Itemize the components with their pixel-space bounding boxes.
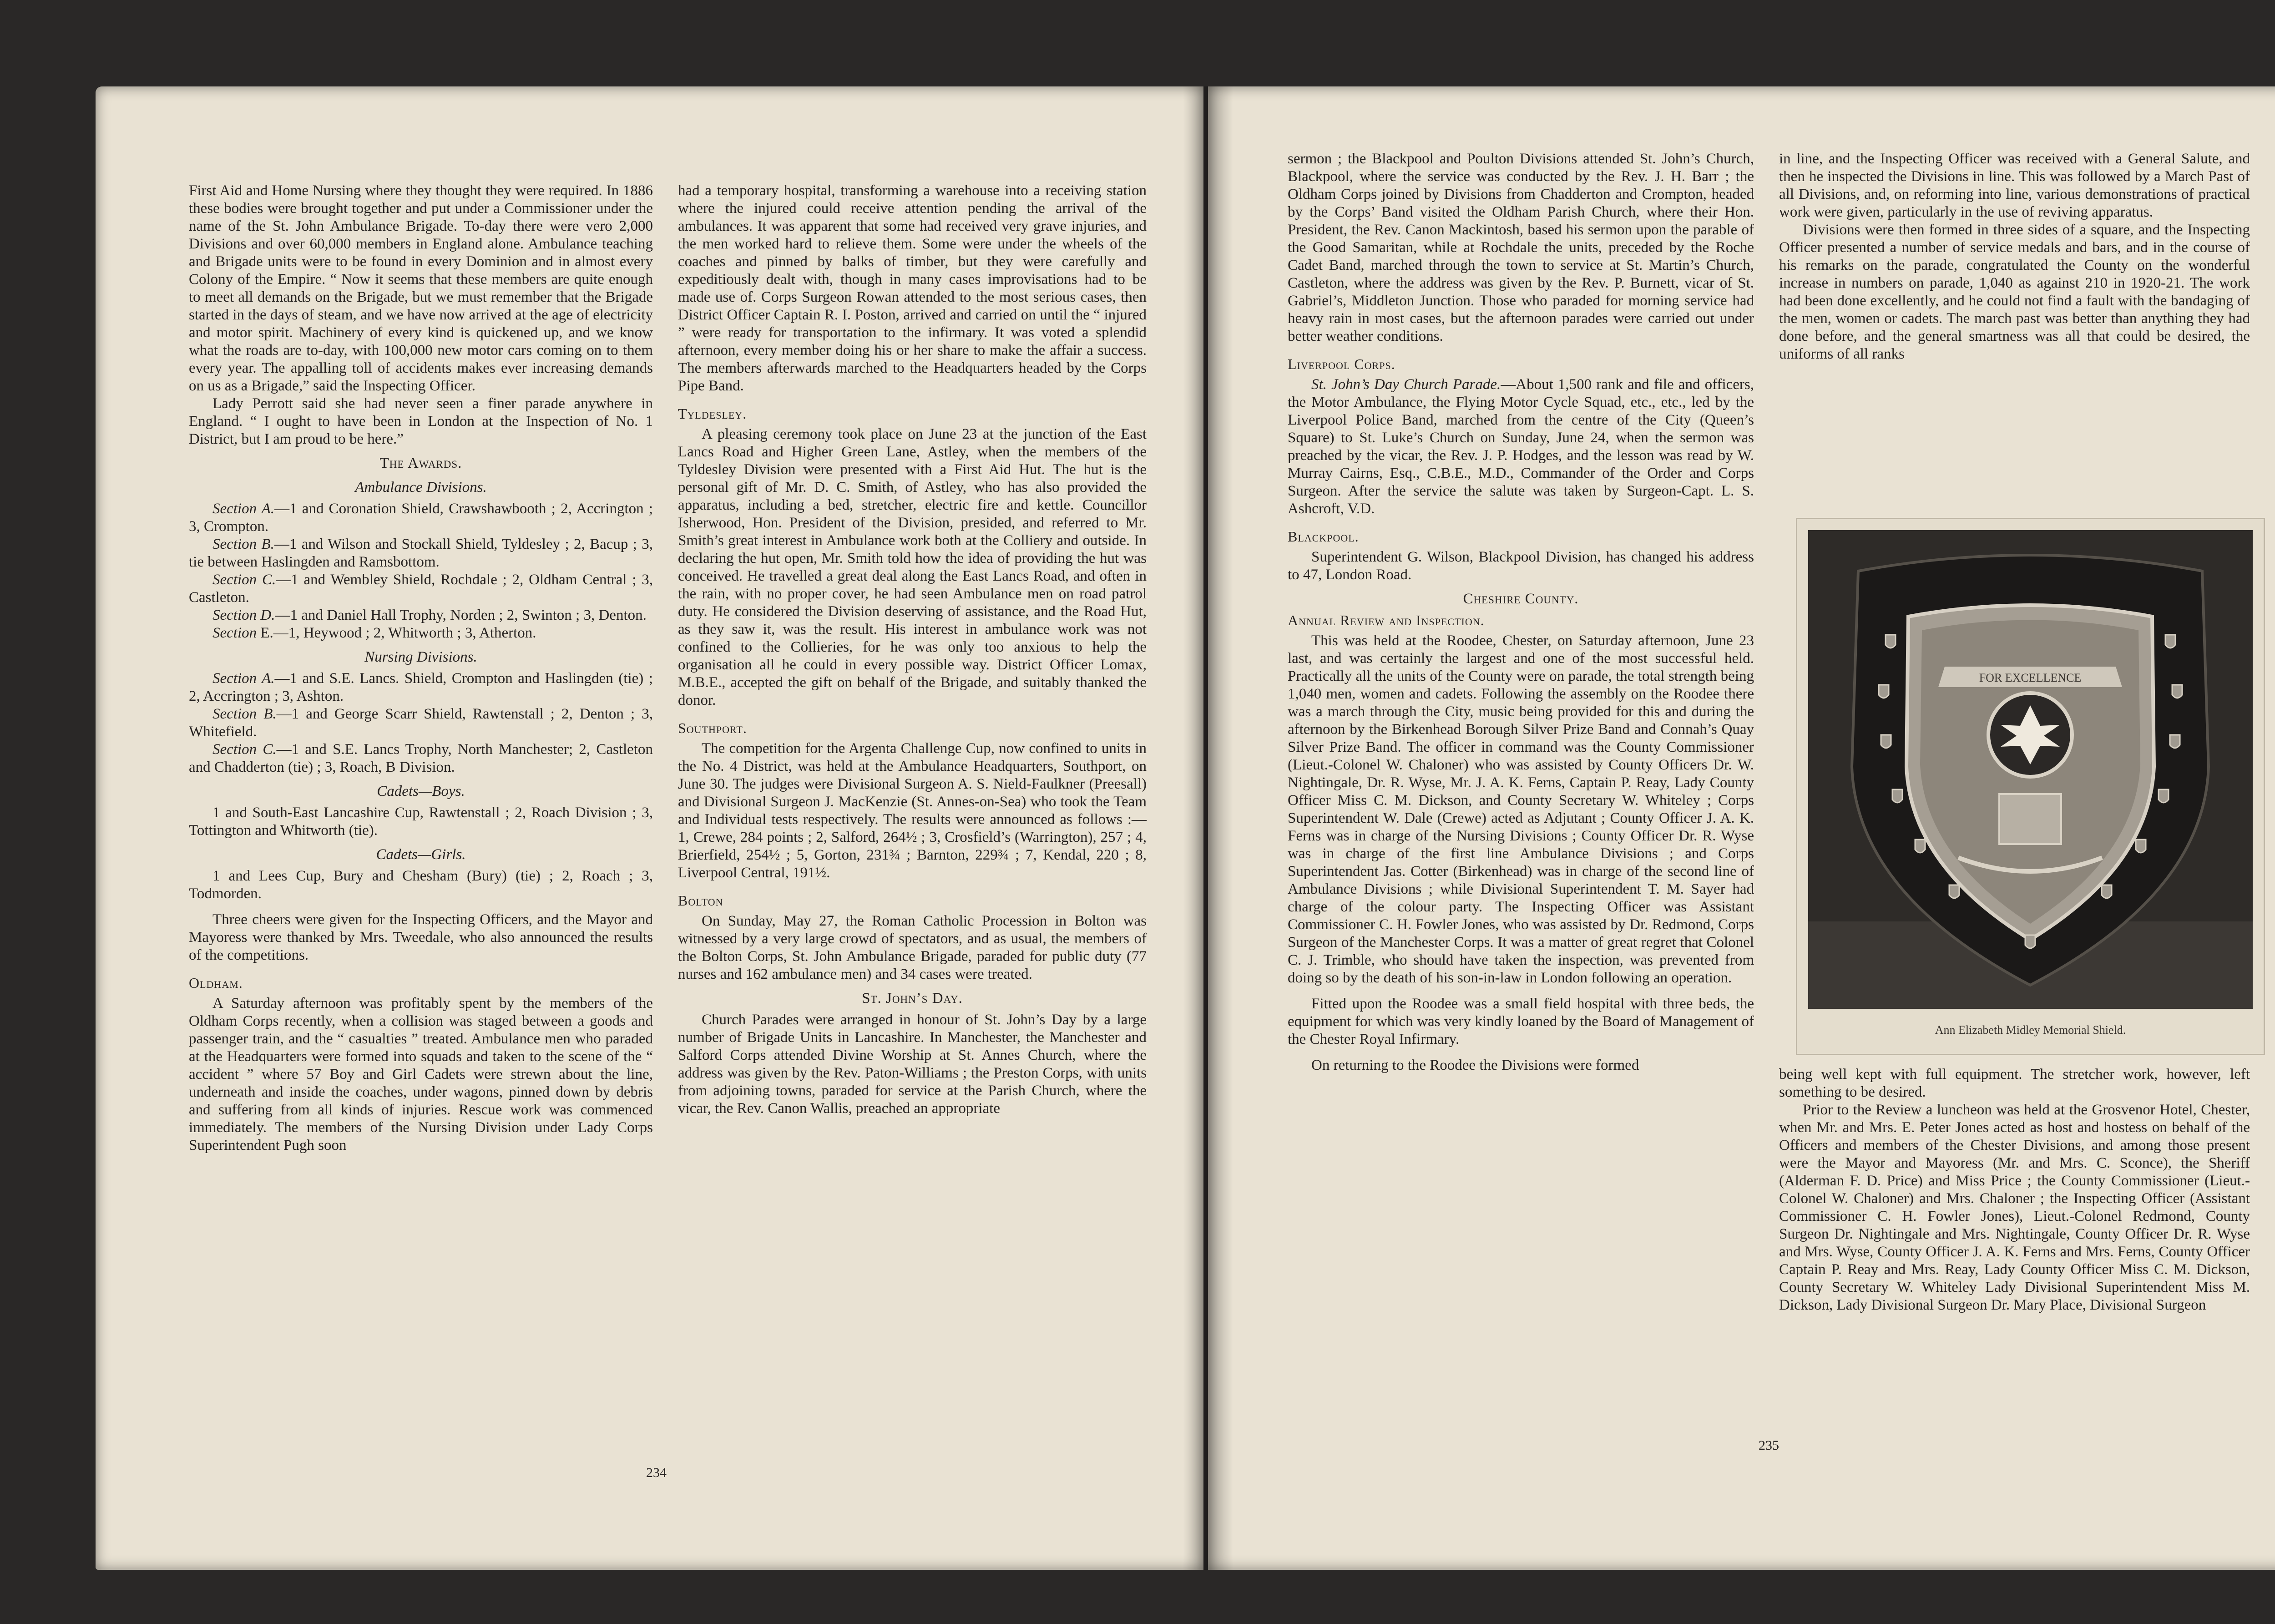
right-column-2-continued: [1779, 1066, 2250, 1314]
section-heading: Oldham.: [189, 975, 243, 991]
section-heading: St. John’s Day.: [862, 990, 963, 1007]
section-heading: Cheshire County.: [1463, 591, 1579, 607]
paragraph: in line, and the Inspecting Officer was received with a General Salute, and then he inspected the Divisions in line. This was followed by a March Past of all Divisions, and, on reforming into line, various demonstrations of practical work were given, particularly in the use of reviving apparatus.: [1779, 151, 2250, 220]
paragraph: The competition for the Argenta Challenge Cup, now confined to units in the No. 4 District, was held at the Ambulance Headquarters, Southport, on June 30. The judges were Divisional Surgeon A. S. Nield-Faulkner (Preesall) and Divisional Surgeon J. MacKenzie (St. Annes-on-Sea) who took the Team and Individual tests respectively. The results were announced as follows :— 1, Crewe, 284 points ; 2, Salford, 264½ ; 3, Crosfield’s (Warrington), 257 ; 4, Brierfield, 254½ ; 5, Gorton, 231¾ ; Barnton, 229¾ ; 7, Kendal, 220 ; 8, Liverpool Central, 191½.: [678, 740, 1147, 881]
award-text: —1 and George Scarr Shield, Rawtenstall ; 2, Denton ; 3, Whitefield.: [189, 706, 653, 740]
left-column-1: [189, 182, 653, 1154]
paragraph: Church Parades were arranged in honour of St. John’s Day by a large number of Brigade Units in Lancashire. In Manchester, the Manchester and Salford Corps attended Divine Worship at St. Annes Church, where the address was given by the Rev. Paton-Williams ; the Preston Corps, with units from adjoining towns, paraded for service at the Parish Church, where the vicar, the Rev. Canon Wallis, preached an appropriate: [678, 1012, 1147, 1117]
paragraph-lead: St. John’s Day Church Parade.: [1311, 376, 1501, 393]
paragraph: Fitted upon the Roodee was a small field hospital with three beds, the equipment for which was very kindly loaned by the Board of Management of the Chester Royal Infirmary.: [1288, 996, 1754, 1047]
paragraph: A pleasing ceremony took place on June 23 at the junction of the East Lancs Road and Higher Green Lane, Astley, when the members of the Tyldesley Division were presented with a First Aid Hut. The hut is the personal gift of Mr. D. C. Smith, of Astley, who has also provided the apparatus, including a bed, stretcher, electric fire and kettle. Councillor Isherwood, Hon. President of the Division, presided, and referred to Mr. Smith’s great interest in Ambulance work both at the Colliery and outside. In declaring the hut open, Mr. Smith told how the idea of providing the hut was conceived. He travelled a great deal along the East Lancs Road, and often in the rain, with no proper cover, he had seen Ambulance men on road patrol duty. He considered the Division deserving of assistance, and the Road Hut, as they saw it, was the result. His interest in ambulance work was not confined to the Collieries, for he was only too anxious to help the organisation all he could in every possible way. District Officer Lomax, M.B.E., accepted the gift on behalf of the Brigade, and suitably thanked the donor.: [678, 426, 1147, 708]
award-label: Section C.: [212, 572, 276, 588]
award-entry: [189, 624, 653, 642]
section-heading: Bolton: [678, 892, 723, 909]
paragraph: Divisions were then formed in three sides of a square, and the Inspecting Officer presented a number of service medals and bars, and in the course of his remarks on the parade, congratulated the County on the wonderful increase in numbers on parade, 1,040 as against 210 in 1920-21. The work had been done excellently, and he could not find a fault with the bandaging of the men, women or cadets. The march past was better than anything they had done before, and the general smartness was all that could be desired, the uniforms of all ranks: [1779, 222, 2250, 362]
paragraph: being well kept with full equipment. The stretcher work, however, left something to be desired.: [1779, 1066, 2250, 1100]
subsection-heading: Cadets—Girls.: [376, 846, 466, 863]
shield-banner-text: FOR EXCELLENCE: [1979, 671, 2082, 684]
subsection-heading: Cadets—Boys.: [377, 783, 465, 799]
award-text: —1 and Daniel Hall Trophy, Norden ; 2, Swinton ; 3, Denton.: [275, 607, 647, 623]
figure-caption: Ann Elizabeth Midley Memorial Shield.: [1935, 1023, 2126, 1037]
section-heading: Tyldesley.: [678, 405, 747, 422]
award-entry: [189, 741, 653, 776]
award-label: Section B.: [212, 706, 277, 722]
award-label: Section A.: [212, 501, 275, 517]
award-entry: [189, 607, 653, 624]
subsection-heading: Ambulance Divisions.: [355, 479, 487, 496]
award-label: Section C.: [212, 741, 277, 758]
shield-photo: [1808, 530, 2253, 1009]
subsection-heading: Nursing Divisions.: [364, 649, 477, 665]
paragraph: [1288, 376, 1754, 518]
paragraph: Three cheers were given for the Inspecting Officers, and the Mayor and Mayoress were thanked by Mrs. Tweedale, who also announced the results of the competitions.: [189, 911, 653, 963]
page-number: 234: [646, 1465, 667, 1480]
section-heading: Annual Review and Inspection.: [1288, 612, 1485, 628]
award-text: E.—1, Heywood ; 2, Whitworth ; 3, Atherton.: [257, 625, 536, 641]
award-label: Section B.: [212, 536, 274, 552]
award-entry: [189, 500, 653, 536]
award-label: Section: [212, 625, 257, 641]
right-column-1: [1288, 150, 1754, 1074]
paragraph: On returning to the Roodee the Divisions were formed: [1311, 1057, 1639, 1073]
award-entry: 1 and South-East Lancashire Cup, Rawtenstall ; 2, Roach Division ; 3, Tottington and Whitworth (tie).: [189, 804, 653, 839]
award-text: —1 and S.E. Lancs. Shield, Crompton and Haslingden (tie) ; 2, Accrington ; 3, Ashton.: [189, 670, 653, 704]
paragraph: Lady Perrott said she had never seen a finer parade anywhere in England. “ I ought to have been in London at the Inspection of No. 1 District, but I am proud to be here.”: [189, 395, 653, 447]
section-heading: Southport.: [678, 720, 747, 736]
paragraph: A Saturday afternoon was profitably spent by the members of the Oldham Corps recently, when a collision was staged between a goods and passenger train, and the “ casualties ” treated. Ambulance men who paraded at the Headquarters were formed into squads and taken to the scene of the “ accident ” where 57 Boy and Girl Cadets were strewn about the line, underneath and inside the coaches, under wagons, pinned down by debris and suffering from all kinds of injuries. Rescue work was commenced immediately. The members of the Nursing Division under Lady Corps Superintendent Pugh soon: [189, 995, 653, 1153]
award-text: —1 and Wilson and Stockall Shield, Tyldesley ; 2, Bacup ; 3, tie between Haslingden and Ramsbottom.: [189, 536, 653, 570]
award-entry: [189, 670, 653, 705]
paragraph: Prior to the Review a luncheon was held at the Grosvenor Hotel, Chester, when Mr. and Mrs. E. Peter Jones acted as host and hostess on behalf of the Officers and members of the Chester Divisions, and among those present were the Mayor and Mayoress (Mr. and Mrs. C. Sconce), the Sheriff (Alderman F. D. Price) and Miss Price ; the County Commissioner (Lieut.-Colonel W. Chaloner) and Mrs. Chaloner ; the Inspecting Officer (Assistant Commissioner C. H. Fowler Jones), Lieut.-Colonel Redmond, County Surgeon Dr. Nightingale and Mrs. Nightingale, County Officer Dr. R. Wyse and Mrs. Wyse, County Officer J. A. K. Ferns and Mrs. Ferns, County Officer Captain P. Reay and Mrs. Reay, Lady County Officer Miss C. M. Dickson, County Secretary W. Whiteley Lady Divisional Superintendent Miss M. Dickson, Lady Divisional Surgeon Dr. Mary Place, Divisional Surgeon: [1779, 1102, 2250, 1313]
left-column-2: [678, 182, 1147, 1118]
award-entry: [189, 571, 653, 607]
paragraph: sermon ; the Blackpool and Poulton Divisions attended St. John’s Church, Blackpool, where the service was conducted by the Rev. J. H. Barr ; the Oldham Corps joined by Divisions from Chadderton and Crompton, headed by the Corps’ Band visited the Oldham Parish Church, where their Hon. President, the Rev. Canon Mackintosh, based his sermon upon the parable of the Good Samaritan, while at Rochdale the units, preceded by the Roche Cadet Band, marched through the town to service at St. Martin’s Church, Castleton, where the address was given by the Rev. P. Burnett, vicar of St. Gabriel’s, Middleton Junction. Those who paraded for morning service had heavy rain in most cases, but the afternoon parades were carried out under better weather conditions.: [1288, 151, 1754, 344]
section-heading: Blackpool.: [1288, 528, 1359, 545]
award-text: —1 and S.E. Lancs Trophy, North Manchester; 2, Castleton and Chadderton (tie) ; 3, Roach, B Division.: [189, 741, 653, 775]
award-label: Section A.: [212, 670, 275, 687]
paragraph: This was held at the Roodee, Chester, on Saturday afternoon, June 23 last, and was certainly the largest and one of the most successful held. Practically all the units of the County were on parade, the total strength being 1,040 men, women and cadets. Following the assembly on the Roodee there was a march through the City, music being provided for this and during the afternoon by the Birkenhead Borough Silver Prize Band and Connah’s Quay Silver Prize Band. The officer in command was the County Commissioner (Lieut.-Colonel W. Chaloner) who was assisted by County Officers Dr. W. Nightingale, Dr. R. Wyse, Mr. J. A. K. Ferns, Captain P. Reay, Lady County Officer Miss C. M. Dickson, and County Secretary W. Whiteley ; Corps Superintendent W. Dale (Crewe) acted as Adjutant ; County Officer J. A. K. Ferns was in charge of the Nursing Divisions ; County Officer Dr. R. Wyse was in charge of the first line Ambulance Divisions ; and Corps Superintendent Jas. Cotter (Birkenhead) was in charge of the second line of Ambulance Divisions ; while Divisional Superintendent T. M. Sayer had charge of the colour party. The Inspecting Officer was Assistant Commissioner C. H. Fowler Jones, who was assisted by Dr. Redmond, Corps Surgeon of the Manchester Corps. It was a matter of great regret that Colonel C. J. Trimble, who should have taken the inspection, was prevented from doing so by the death of his son-in-law in London following an operation.: [1288, 632, 1754, 986]
award-entry: 1 and Lees Cup, Bury and Chesham (Bury) (tie) ; 2, Roach ; 3, Todmorden.: [189, 868, 653, 902]
award-label: Section D.: [212, 607, 275, 623]
paragraph: Superintendent G. Wilson, Blackpool Division, has changed his address to 47, London Road.: [1288, 549, 1754, 583]
right-column-2: [1779, 150, 2250, 363]
book-gutter: [1183, 86, 1233, 1570]
paragraph: First Aid and Home Nursing where they thought they were required. In 1886 these bodies were brought together and put under a Commissioner under the name of the St. John Ambulance Brigade. To-day there were vero 2,000 Divisions and over 60,000 members in England alone. Ambulance teaching and Brigade units were to be found in every Dominion and in almost every Colony of the Empire. “ Now it seems that these members are quite enough to meet all demands on the Brigade, but we must remember that the Brigade started in the days of steam, and we have now arrived at the age of electricity and motor spirit. Machinery of every kind is quickened up, and we know what the roads are to-day, with 100,000 new motor cars coming on to them every year. The appalling toll of accidents makes ever increasing demands on us as a Brigade,” said the Inspecting Officer.: [189, 182, 653, 394]
paragraph: On Sunday, May 27, the Roman Catholic Procession in Bolton was witnessed by a very large crowd of spectators, and as usual, the members of the Bolton Corps, St. John Ambulance Brigade, paraded for public duty (77 nurses and 162 ambulance men) and 34 cases were treated.: [678, 913, 1147, 982]
paragraph-text: —About 1,500 rank and file and officers, the Motor Ambulance, the Flying Motor Cycle Squad, etc., etc., led by the Liverpool Police Band, marched from the centre of the City (Queen’s Square) to St. Luke’s Church on Sunday, June 24, when the sermon was preached by the vicar, the Rev. J. P. Hodges, and the lesson was read by W. Murray Cairns, Esq., C.B.E., M.D., Commander of the Order and Corps Surgeon. After the service the salute was taken by Surgeon-Capt. L. S. Ashcroft, V.D.: [1288, 376, 1754, 517]
section-heading: The Awards.: [379, 455, 462, 471]
shield-photo-figure: [1796, 518, 2265, 1055]
section-heading: Liverpool Corps.: [1288, 356, 1395, 372]
page-number: 235: [1759, 1438, 1779, 1453]
award-text: —1 and Wembley Shield, Rochdale ; 2, Oldham Central ; 3, Castleton.: [189, 572, 653, 606]
paragraph: had a temporary hospital, transforming a warehouse into a receiving station where the injured could receive attention pending the arrival of the ambulances. It was apparent that some had received very grave injuries, and the men worked hard to relieve them. Some were under the wheels of the coaches and pinned by balks of timber, but they were carefully and expeditiously dealt with, though in many cases improvisations had to be made use of. Corps Surgeon Rowan attended to the most serious cases, then District Officer Captain R. I. Poston, arrived and carried on until the “ injured ” were ready for transportation to the infirmary. It was voted a splendid afternoon, every member doing his or her share to make the affair a success. The members afterwards marched to the Headquarters headed by the Corps Pipe Band.: [678, 182, 1147, 394]
award-text: —1 and Coronation Shield, Crawshawbooth ; 2, Accrington ; 3, Crompton.: [189, 501, 653, 535]
award-entry: [189, 705, 653, 741]
award-entry: [189, 536, 653, 571]
